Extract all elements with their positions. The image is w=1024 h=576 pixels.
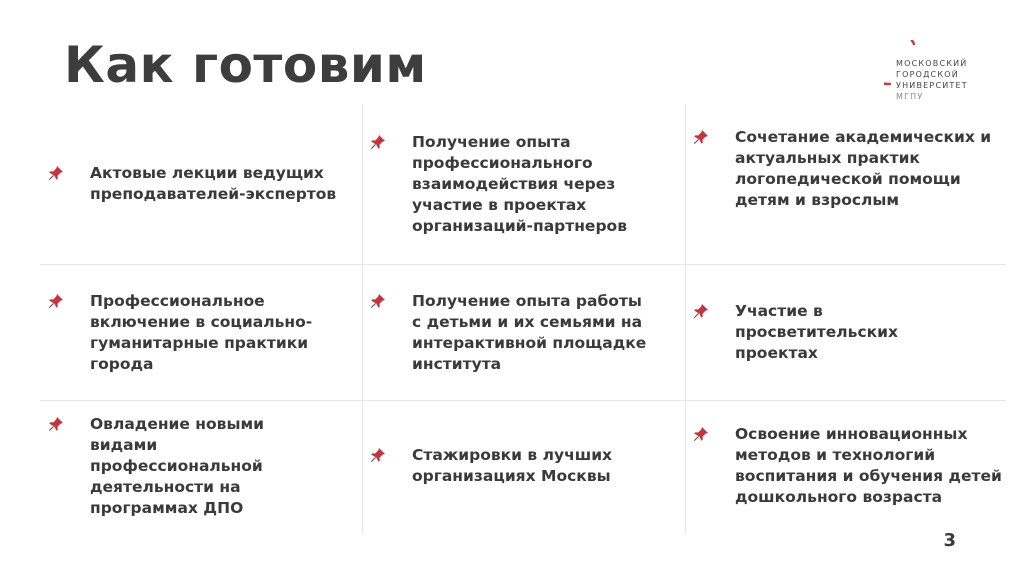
logo-line-4: МГПУ [896,92,924,101]
item-text: Актовые лекции ведущих преподавателей-экспертов [90,164,337,203]
list-item [40,291,352,375]
list-item [362,445,662,487]
grid-cell-2 [362,104,684,264]
grid-cell-1 [40,104,360,264]
list-item [685,301,965,364]
item-text: Освоение инновационных методов и технологий воспитания и обучения детей дошкольного возраста [735,425,1002,506]
item-text: Получение опыта профессионального взаимодействия через участие в проектах организаций-партнеров [412,132,628,235]
item-text: Сочетание академических и актуальных практик логопедической помощи детям и взрослым [735,128,992,209]
item-text: Профессиональное включение в социально-гуманитарные практики города [90,291,313,373]
pushpin-icon [693,303,709,319]
pushpin-icon [693,129,709,145]
university-logo [884,40,984,104]
pushpin-icon [370,134,386,150]
pushpin-icon [370,447,386,463]
logo-line-1: МОСКОВСКИЙ [896,59,968,68]
slide-title: Как готовим [64,36,427,94]
logo-line-3: УНИВЕРСИТЕТ [896,81,968,90]
pushpin-icon [48,416,64,432]
list-item [685,127,1001,211]
grid-cell-6 [685,265,1005,400]
list-item [685,424,1003,508]
pushpin-icon [48,165,64,181]
logo-line-2: ГОРОДСКОЙ [896,70,959,79]
logo-text [896,58,968,102]
list-item [40,163,340,205]
grid-cell-9 [685,401,1005,531]
page-number: 3 [943,530,956,551]
list-item [40,414,305,519]
grid-cell-7 [40,401,360,531]
item-text: Получение опыта работы с детьми и их семьями на интерактивной площадке института [412,291,647,373]
pushpin-icon [48,293,64,309]
pushpin-icon [370,293,386,309]
grid-cell-4 [40,265,360,400]
grid-cell-3 [685,104,1005,234]
list-item [362,132,674,237]
list-item [362,291,652,375]
grid-cell-8 [362,401,684,531]
grid-cell-5 [362,265,684,400]
item-text: Стажировки в лучших организациях Москвы [412,446,613,485]
pushpin-icon [693,426,709,442]
item-text: Участие в просветительских проектах [735,302,899,362]
item-text: Овладение новыми видами профессиональной деятельности на программах ДПО [90,414,265,517]
